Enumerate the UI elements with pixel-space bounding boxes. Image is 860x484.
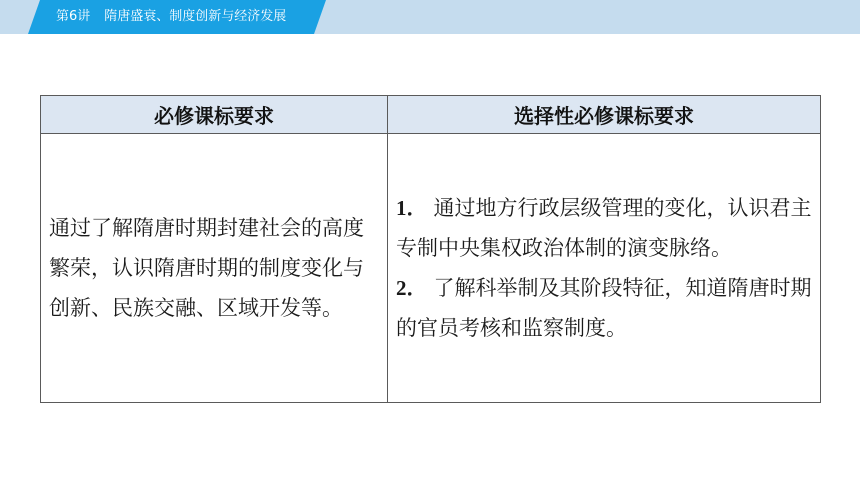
required-standard-cell xyxy=(41,134,388,403)
elective-item xyxy=(396,268,814,348)
lecture-title: 隋唐盛衰、制度创新与经济发展 xyxy=(104,9,287,24)
curriculum-standards-table xyxy=(40,95,821,403)
elective-item-number: 1． xyxy=(396,196,428,220)
elective-standard-cell xyxy=(388,134,821,403)
header-elective: 选择性必修课标要求 xyxy=(388,96,821,134)
lecture-number: 第6讲 xyxy=(56,9,91,24)
table-header-row xyxy=(41,96,821,134)
table-row xyxy=(41,134,821,403)
elective-item-text: 通过地方行政层级管理的变化，认识君主专制中央集权政治体制的演变脉络。 xyxy=(396,196,812,260)
header-title xyxy=(56,8,286,26)
header-required: 必修课标要求 xyxy=(41,96,388,134)
elective-item-text: 了解科举制及其阶段特征，知道隋唐时期的官员考核和监察制度。 xyxy=(396,276,812,340)
required-standard-text: 通过了解隋唐时期封建社会的高度繁荣，认识隋唐时期的制度变化与创新、民族交融、区域开发等。 xyxy=(49,216,364,320)
elective-item-number: 2． xyxy=(396,276,428,300)
elective-item xyxy=(396,188,814,268)
